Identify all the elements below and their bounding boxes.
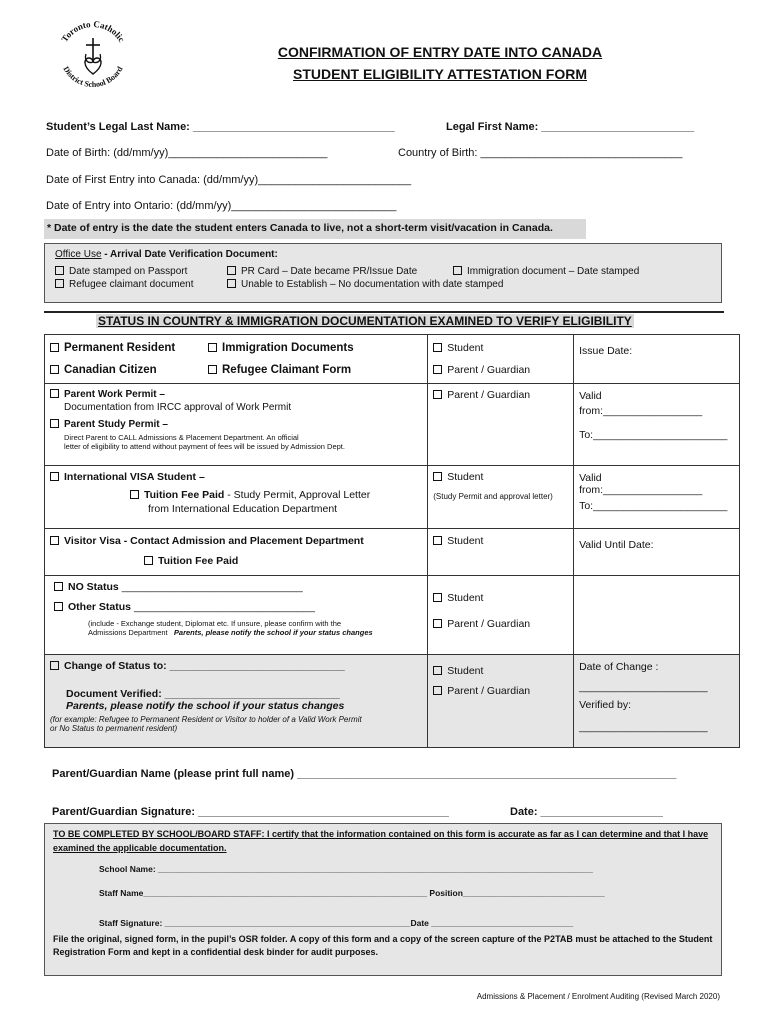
table-row [45,384,740,466]
study-permit-desc: letter of eligibility to attend without payment of fees will be issued by Admission Dept. [64,442,345,451]
guardian-name-field[interactable]: Parent/Guardian Name (please print full name) ______________________________________________________________ [52,768,677,780]
staff-signature-field[interactable]: Staff Signature: ____________________________________________________Date ______________________________ [99,918,574,928]
option-parent-guardian[interactable]: Parent / Guardian [433,618,568,630]
option-parent-study-permit[interactable]: Parent Study Permit – [50,419,422,430]
entry-date-note: * Date of entry is the date the student enters Canada to live, not a short-term visit/vacation in Canada. [44,219,586,239]
checkbox[interactable] [227,266,236,275]
staff-name-field[interactable]: Staff Name____________________________________________________________ Position______________________________ [99,888,605,898]
staff-section [44,823,722,976]
footer-text: Admissions & Placement / Enrolment Auditing (Revised March 2020) [476,992,720,1001]
option-student[interactable]: Student [433,337,568,359]
change-example: (for example: Refugee to Permanent Resident or Visitor to holder of a Valid Work Permit [50,715,362,724]
option-pr-card[interactable]: PR Card – Date became PR/Issue Date [227,266,453,277]
checkbox[interactable] [453,266,462,275]
status-table [44,334,740,748]
issue-date-field[interactable]: Issue Date: [574,335,740,384]
option-student[interactable]: Student [433,535,568,547]
section-divider [44,311,724,313]
guardian-signature-field[interactable]: Parent/Guardian Signature: _________________________________________ [52,806,449,818]
country-of-birth-field[interactable]: Country of Birth: _________________________________ [398,147,683,159]
office-use-label: Office Use [55,249,102,260]
checkbox[interactable] [227,279,236,288]
board-logo [52,14,134,96]
office-use-heading: - Arrival Date Verification Document: [101,249,278,260]
change-example: or No Status to permanent resident) [50,724,178,733]
tuition-desc: from International Education Department [148,503,338,515]
svg-text:Toronto Catholic: Toronto Catholic [59,18,127,44]
filing-instructions: File the original, signed form, in the pupil’s OSR folder. A copy of this form and a copy of the screen capture of the P2TAB must be attached to the Student Registration Form and kept in a confidential desk binder for audit purposes. [53,934,713,957]
table-row: NO Status _______________________________ Other Status _______________________________ (include - Exchange student, Diplomat etc. If unsure, please confirm with the Admissions Department Parents, please notify the school if your status changes Student Parent / Guardian [45,576,740,655]
verified-by-field[interactable]: ______________________ [579,721,708,733]
work-permit-desc: Documentation from IRCC approval of Work Permit [64,402,292,413]
first-name-field[interactable]: Legal First Name: _________________________ [446,121,695,133]
other-status-desc: (include - Exchange student, Diplomat etc. If unsure, please confirm with the [88,619,342,628]
student-note: (Study Permit and approval letter) [433,492,553,501]
option-student[interactable]: Student [433,665,568,677]
option-refugee-claimant[interactable]: Refugee Claimant Form [208,364,351,376]
dob-field[interactable]: Date of Birth: (dd/mm/yy)__________________________ [46,147,328,159]
valid-from-field[interactable]: from:_________________ [579,405,703,417]
form-title-line1: CONFIRMATION OF ENTRY DATE INTO CANADA [277,44,603,60]
valid-from-field[interactable]: from:_________________ [579,484,703,496]
valid-until-field[interactable]: Valid Until Date: [579,539,654,551]
option-change-of-status[interactable]: Change of Status to: ______________________________ [50,660,422,672]
form-title-line2: STUDENT ELIGIBILITY ATTESTATION FORM [293,66,587,82]
option-student[interactable]: Student [433,471,568,483]
option-parent-guardian[interactable]: Parent / Guardian [433,685,568,697]
option-visitor-visa[interactable]: Visitor Visa - Contact Admission and Placement Department [50,535,422,547]
valid-label: Valid [579,390,602,402]
study-permit-desc: Direct Parent to CALL Admissions & Placement Department. An official [64,433,299,442]
verified-by-label: Verified by: [579,699,632,711]
option-canadian-citizen[interactable]: Canadian Citizen [50,359,208,381]
checkbox[interactable] [55,279,64,288]
option-tuition-fee-paid[interactable]: Tuition Fee Paid [50,555,422,567]
option-unable-establish[interactable]: Unable to Establish – No documentation with date stamped [227,279,503,290]
date-of-change-label: Date of Change : [579,661,659,673]
option-parent-work-permit[interactable]: Parent Work Permit – [50,389,422,400]
table-row [45,655,740,748]
ontario-entry-date-field[interactable]: Date of Entry into Ontario: (dd/mm/yy)___________________________ [46,200,397,212]
option-permanent-resident[interactable]: Permanent Resident [50,337,208,359]
last-name-field[interactable]: Student’s Legal Last Name: _________________________________ [46,121,395,133]
option-immigration-doc[interactable]: Immigration document – Date stamped [453,266,639,277]
status-section-title: STATUS IN COUNTRY & IMMIGRATION DOCUMENTATION EXAMINED TO VERIFY ELIGIBILITY [98,314,632,328]
date-of-change-field[interactable]: ______________________ [579,681,708,693]
valid-to-field[interactable]: To:_______________________ [579,429,728,441]
option-refugee-doc[interactable]: Refugee claimant document [55,279,227,290]
option-parent-guardian[interactable]: Parent / Guardian [433,389,568,401]
option-passport[interactable]: Date stamped on Passport [55,266,227,277]
option-other-status[interactable]: Other Status _______________________________ [50,601,422,613]
school-name-field[interactable]: School Name: ____________________________________________________________________________________________ [99,864,593,874]
svg-text:District School Board: District School Board [61,64,125,90]
guardian-date-field[interactable]: Date: ____________________ [510,806,663,818]
option-tuition-fee-paid[interactable]: Tuition Fee Paid - Study Permit, Approval Letter [50,489,422,501]
option-parent-guardian[interactable]: Parent / Guardian [433,359,568,381]
parents-notify-note: Parents, please notify the school if your status changes [66,700,345,712]
option-no-status[interactable]: NO Status _______________________________ [50,581,422,593]
table-row [45,529,740,576]
staff-certification: TO BE COMPLETED BY SCHOOL/BOARD STAFF: I certify that the information contained on this form is accurate as far as I can determine and that I have examined the applicable documentation. [53,829,709,853]
table-row [45,466,740,529]
option-student[interactable]: Student [433,592,568,604]
option-international-visa[interactable]: International VISA Student – [50,471,422,483]
valid-to-field[interactable]: To:_______________________ [579,500,728,512]
first-entry-date-field[interactable]: Date of First Entry into Canada: (dd/mm/yy)_________________________ [46,174,412,186]
table-row [45,335,740,384]
document-verified-field[interactable]: Document Verified: ______________________________ [66,688,340,700]
office-use-box [44,243,722,303]
option-immigration-documents[interactable]: Immigration Documents [208,342,354,354]
checkbox[interactable] [55,266,64,275]
valid-label: Valid [579,472,602,484]
